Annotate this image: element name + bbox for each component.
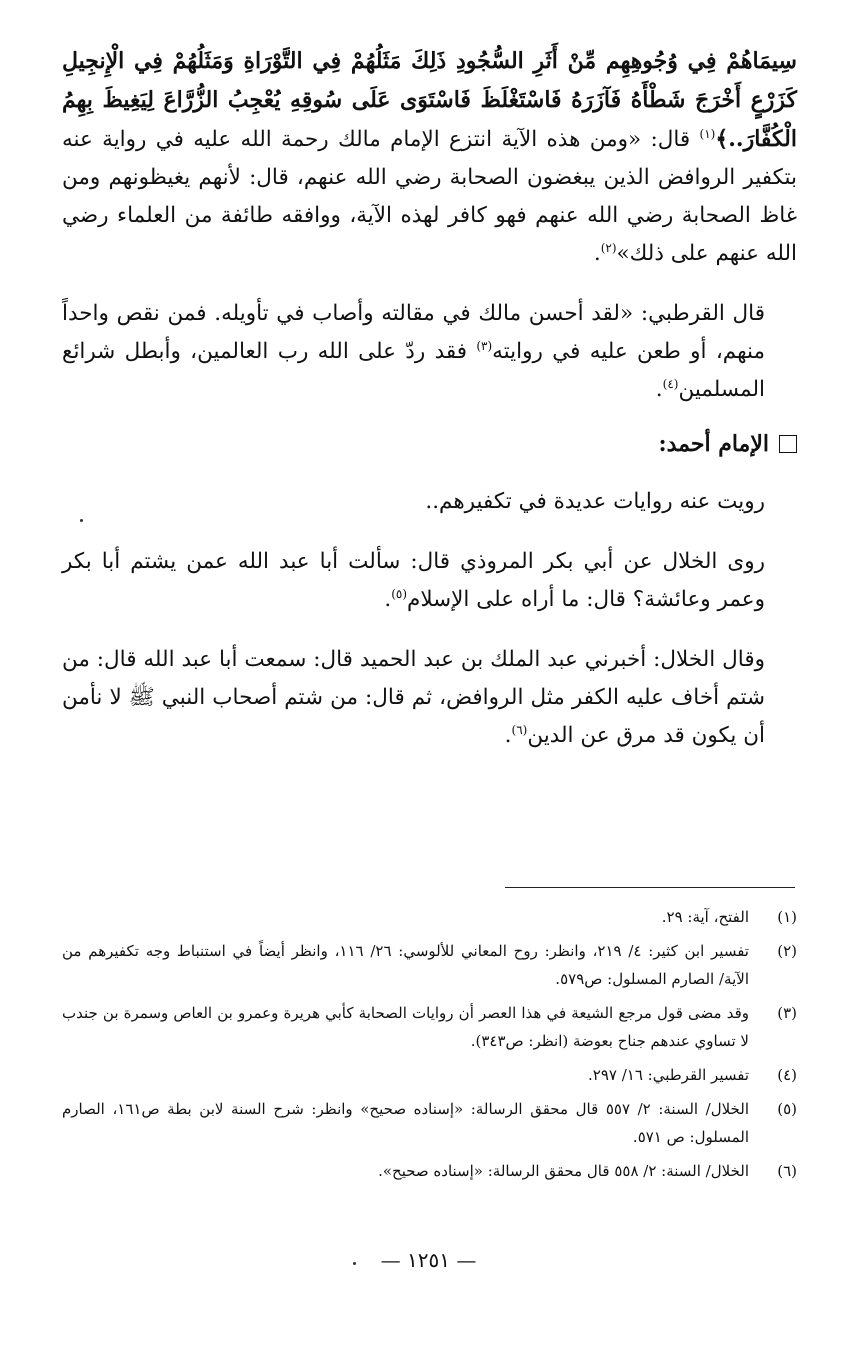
scan-speck [353,1262,356,1265]
paragraph-narrations: رويت عنه روايات عديدة في تكفيرهم.. [425,489,765,514]
quran-verse: سِيمَاهُمْ فِي وُجُوهِهِم مِّنْ أَثَرِ السُّجُودِ ذَلِكَ مَثَلُهُمْ فِي التَّوْرَاةِ وَمَثَلُهُمْ فِي الْإِنجِيلِ كَزَرْعٍ أَخْرَجَ شَطْأَهُ فَآزَرَهُ فَاسْتَغْلَظَ فَاسْتَوَى عَلَى سُوقِهِ يُعْجِبُ الزُّرَّاعَ لِيَغِيظَ بِهِمُ الْكُفَّارَ..﴾ [62,48,797,152]
footnote-item: (٤) تفسير القرطبي: ١٦/ ٢٩٧. [587,1066,797,1084]
footnote-ref-6: (٦) [511,722,528,737]
footnote-ref-2: (٢) [600,240,617,255]
footnote-item: (٣) وقد مضى قول مرجع الشيعة في هذا العصر أن روايات الصحابة كأبي هريرة وعمرو بن العاص وسمرة بن جندب لا تساوي عندهم جناح بعوضة (انظر: ص٣٤٣). [62,1004,797,1050]
footnotes [62,903,797,1191]
footnote-divider [505,887,795,888]
section-heading [62,431,797,457]
footnote-ref-1: (١) [699,126,716,141]
footnote-ref-5: (٥) [391,586,408,601]
paragraph-khallal-1: روى الخلال عن أبي بكر المروذي قال: سألت أبا عبد الله عمن يشتم أبا بكر وعمر وعائشة؟ قال: ما أراه على الإسلام$^{(٥)}$. [62,549,765,612]
footnote-ref-4: (٤) [662,376,679,391]
heading-text: الإمام أحمد: [658,431,769,457]
paragraph-khallal-2: وقال الخلال: أخبرني عبد الملك بن عبد الحميد قال: سمعت أبا عبد الله قال: من شتم أخاف عليه الكفر مثل الروافض، ثم قال: من شتم أصحاب النبي ﷺ لا نأمن أن يكون قد مرق عن الدين$^{(٦)}$. [62,647,765,748]
footnote-item: (٥) الخلال/ السنة: ٢/ ٥٥٧ قال محقق الرسالة: «إسناده صحيح» وانظر: شرح السنة لابن بطة ص١٦١، الصارم المسلول: ص ٥٧١. [62,1100,797,1146]
footnote-item: (٦) الخلال/ السنة: ٢/ ٥٥٨ قال محقق الرسالة: «إسناده صحيح». [378,1162,797,1180]
square-bullet-icon [779,435,797,453]
footnote-item: (٢) تفسير ابن كثير: ٤/ ٢١٩، وانظر: روح المعاني للألوسي: ٢٦/ ١١٦، وانظر أيضاً في استنباط وجه تكفيرهم من الآية/ الصارم المسلول: ص٥٧٩. [62,942,797,988]
commentary-text: قال: «ومن هذه الآية انتزع الإمام مالك رحمة الله عليه في رواية عنه بتكفير الروافض الذين يبغضون الصحابة رضي الله عنهم، قال: لأنهم يغيظونهم ومن غاظ الصحابة رضي الله عنهم فهو كافر لهذه الآية، ووافقه طائفة من العلماء رضي الله عنهم على ذلك» [62,127,797,266]
footnote-ref-3: (٣) [476,338,493,353]
scan-speck [80,519,83,522]
main-text [62,42,797,777]
paragraph-verse-commentary: سِيمَاهُمْ فِي وُجُوهِهِم مِّنْ أَثَرِ السُّجُودِ ذَلِكَ مَثَلُهُمْ فِي التَّوْرَاةِ وَمَثَلُهُمْ فِي الْإِنجِيلِ كَزَرْعٍ أَخْرَجَ شَطْأَهُ فَآزَرَهُ فَاسْتَغْلَظَ فَاسْتَوَى عَلَى سُوقِهِ يُعْجِبُ الزُّرَّاعَ لِيَغِيظَ بِهِمُ الْكُفَّارَ..﴾$^{(١)}$ قال: «ومن هذه الآية انتزع الإمام مالك رحمة الله عليه في رواية عنه بتكفير الروافض الذين يبغضون الصحابة رضي الله عنهم، قال: لأنهم يغيظونهم ومن غاظ الصحابة رضي الله عنهم فهو كافر لهذه الآية، ووافقه طائفة من العلماء رضي الله عنهم على ذلك»$^{(٢)}$. [62,48,797,266]
footnote-item: (١) الفتح، آية: ٢٩. [661,908,797,926]
page-number: — ١٢٥١ — [380,1248,477,1272]
paragraph-qurtubi: قال القرطبي: «لقد أحسن مالك في مقالته وأصاب في تأويله. فمن نقص واحداً منهم، أو طعن عليه في روايته$^{(٣)}$ فقد ردّ على الله رب العالمين، وأبطل شرائع المسلمين$^{(٤)}$. [62,301,765,402]
